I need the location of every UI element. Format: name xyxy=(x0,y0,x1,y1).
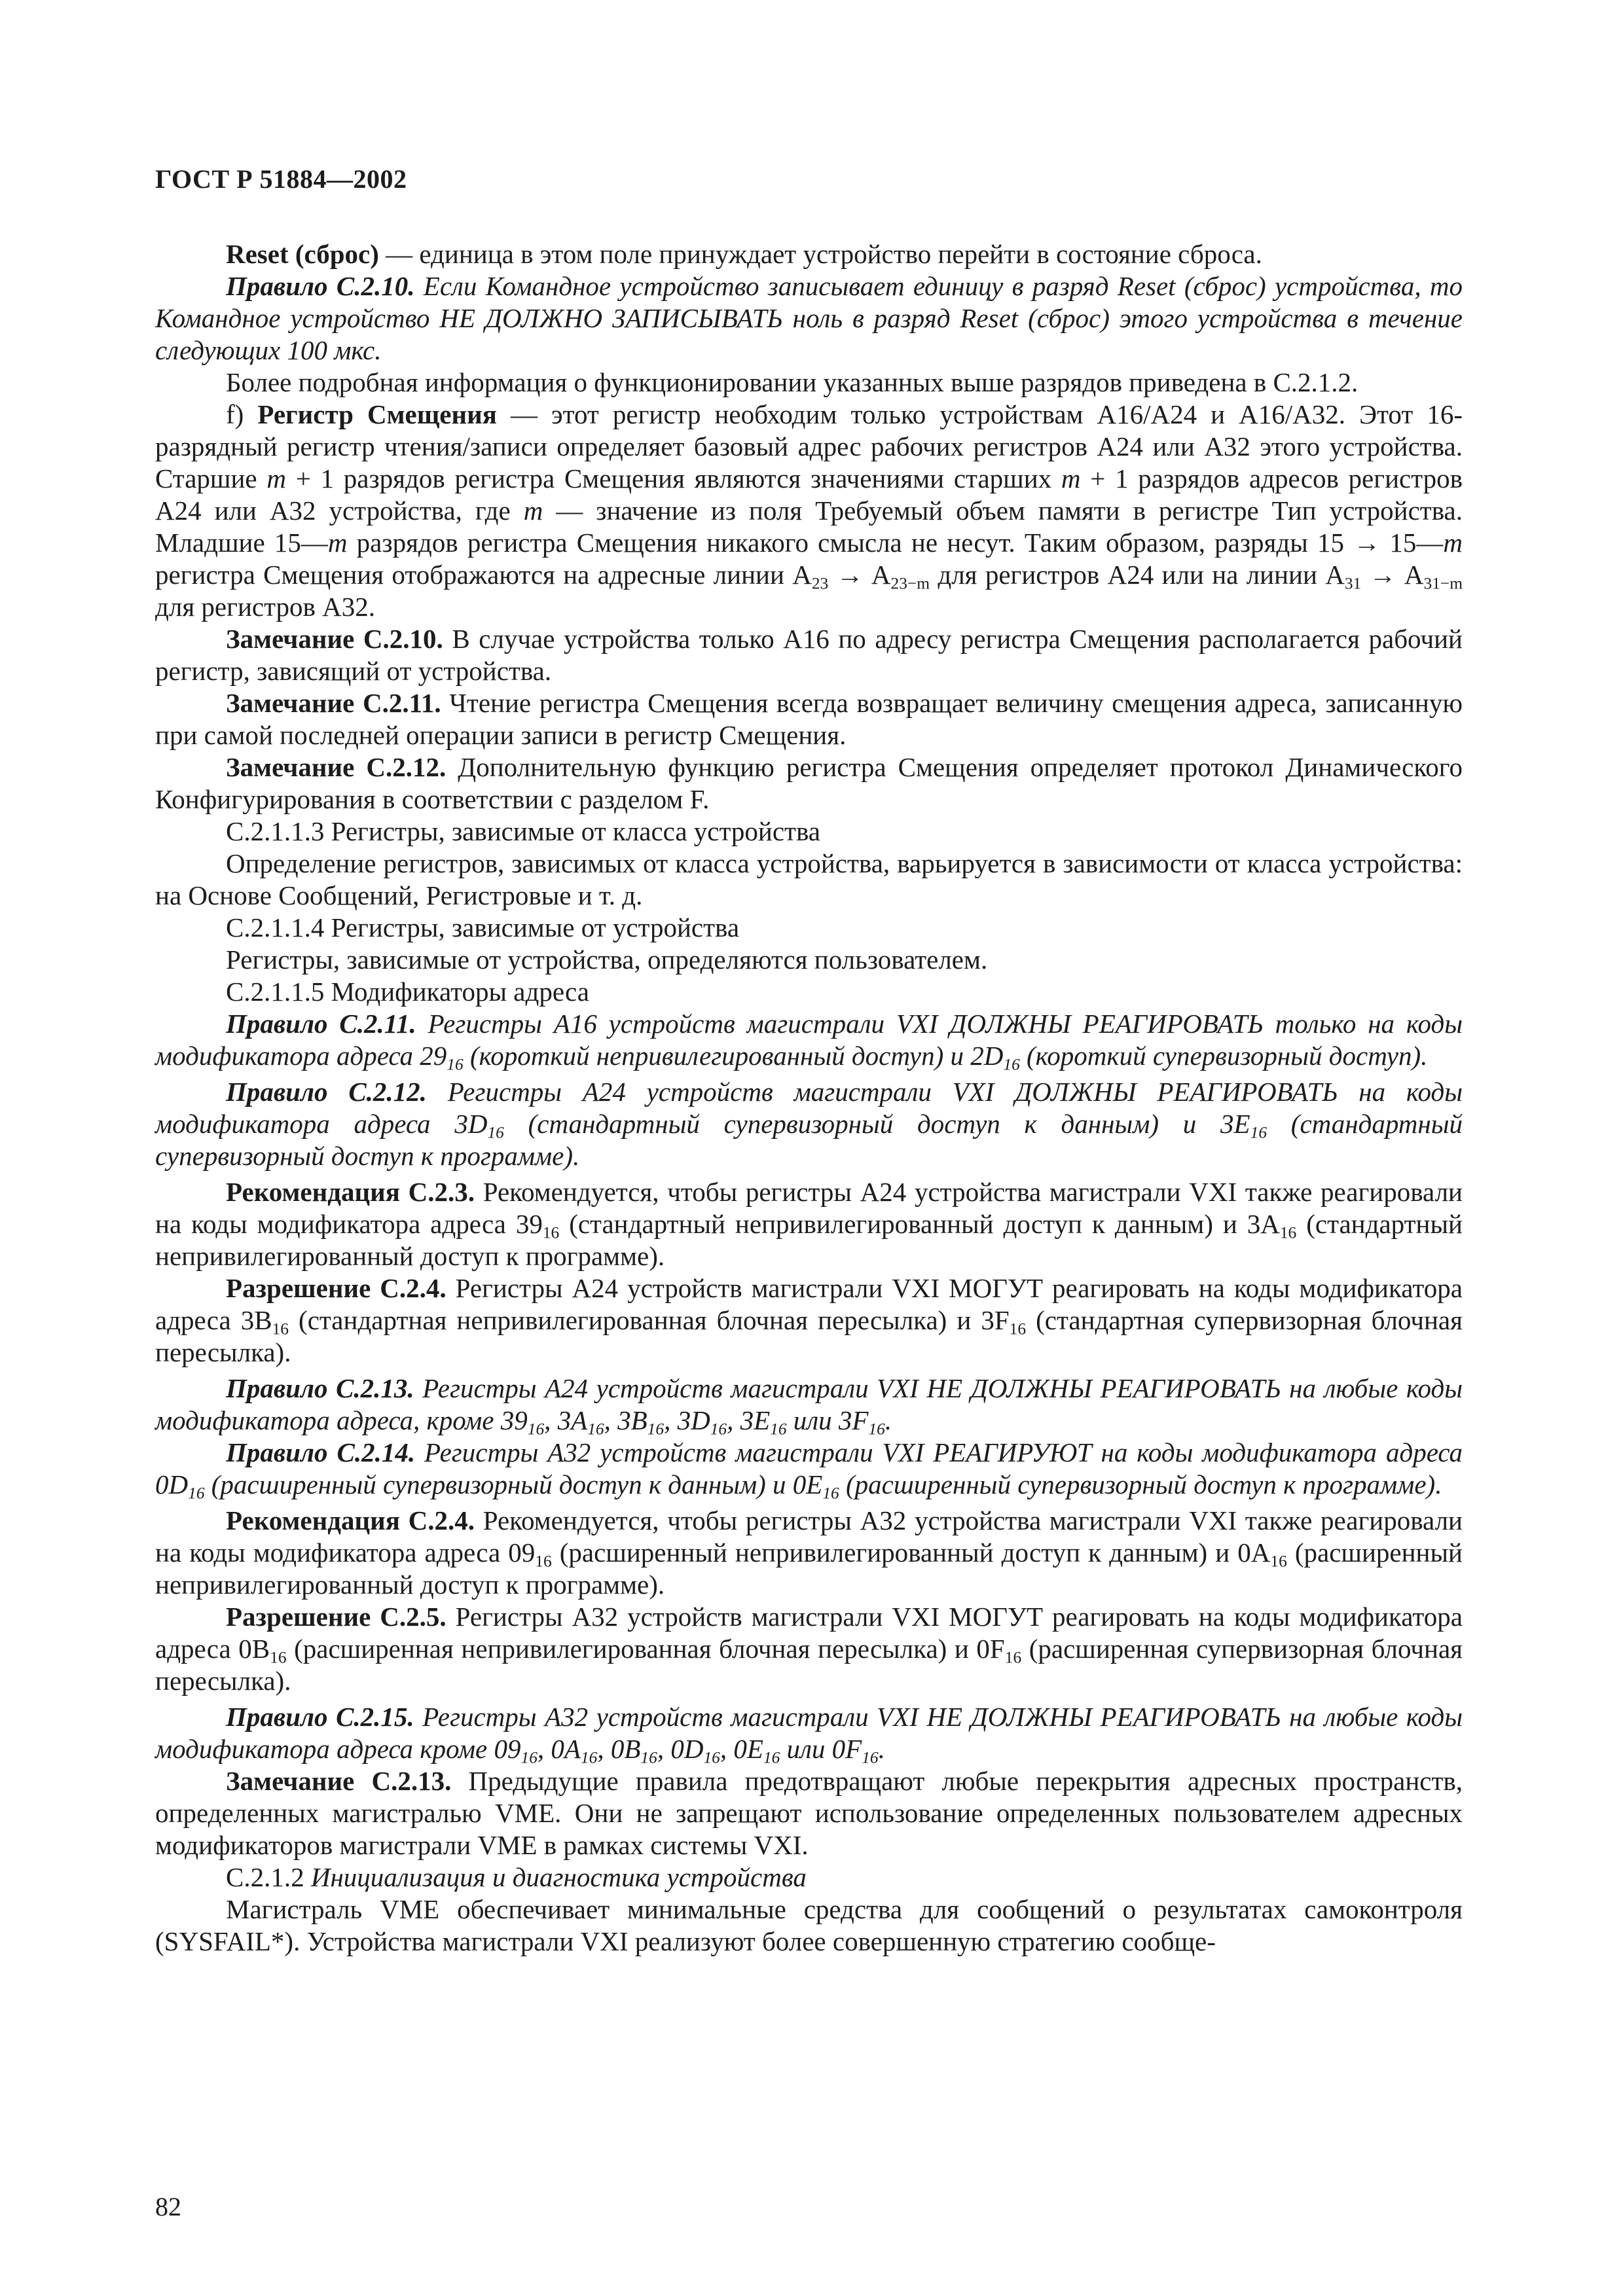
bold-label: Рекомендация С.2.4. xyxy=(226,1505,475,1535)
text-run: для регистров А32. xyxy=(155,592,375,622)
text-run: С.2.1.1.5 Модификаторы адреса xyxy=(226,977,589,1007)
text-run: С.2.1.2 xyxy=(226,1862,311,1892)
text-run: (стандартный непривилегированный доступ к программе). xyxy=(155,1209,1463,1271)
text-run: , 3А xyxy=(544,1405,588,1435)
paragraph-permission-c-2-4 xyxy=(155,1272,1463,1369)
italic-text: m xyxy=(1061,463,1081,493)
italic-text: m xyxy=(327,528,348,558)
subscript: 16 xyxy=(1003,1055,1020,1074)
subscript: 31−m xyxy=(1423,574,1463,593)
text-run: для регистров А24 или на линии А xyxy=(930,560,1345,590)
subscript: 16 xyxy=(580,1748,598,1767)
text-run: Более подробная информация о функционировании указанных выше разрядов приведена в С.2.1.2. xyxy=(226,367,1359,397)
document-header: ГОСТ Р 51884—2002 xyxy=(155,164,407,194)
paragraph-more-info xyxy=(155,367,1463,399)
paragraph-device-registers-def xyxy=(155,944,1463,976)
bold-label: Правило С.2.10. xyxy=(226,271,415,301)
paragraph-recommendation-c-2-4 xyxy=(155,1505,1463,1601)
subscript: 16 xyxy=(862,1748,879,1767)
subscript: 16 xyxy=(270,1648,287,1667)
text-run: регистра Смещения отображаются на адресные линии А xyxy=(155,560,812,590)
bold-label: Разрешение С.2.5. xyxy=(226,1602,447,1632)
subscript: 16 xyxy=(447,1055,464,1074)
text-run: , 3В xyxy=(604,1405,647,1435)
paragraph-reset-definition xyxy=(155,238,1463,270)
subscript: 16 xyxy=(527,1420,545,1439)
subscript: 23 xyxy=(811,574,829,593)
paragraph-rule-c-2-14 xyxy=(155,1437,1463,1501)
text-run: Предыдущие правила предотвращают любые перекрытия адресных пространств, определенных магистралью VME. Они не запрещают использование определенных пользователем адресных модификаторов магистрали VME в рамках системы VXI. xyxy=(155,1766,1463,1860)
text-run: Дополнительную функцию регистра Смещения определяет протокол Динамического Конфигурирования в соответствии с разделом F. xyxy=(155,752,1463,814)
subscript: 16 xyxy=(487,1123,504,1142)
text-run: Регистры А32 устройств магистрали VXI МОГУТ реагировать на коды модификатора адреса 0В xyxy=(155,1602,1463,1664)
text-run: , 3Е xyxy=(727,1405,771,1435)
text-run: разрядов регистра Смещения никакого смысла не несут. Таким образом, разряды 15 → 15— xyxy=(347,528,1444,558)
subscript: 16 xyxy=(763,1748,780,1767)
text-run: Регистры А24 устройств магистрали VXI НЕ ДОЛЖНЫ РЕАГИРОВАТЬ на любые коды модификатора адреса, кроме 39 xyxy=(155,1373,1463,1435)
bold-label: Правило С.2.15. xyxy=(226,1702,414,1732)
paragraph-section-c-2-1-1-3 xyxy=(155,816,1463,848)
italic-text: m xyxy=(1443,528,1463,558)
text-run: или 3F xyxy=(786,1405,869,1435)
paragraph-section-c-2-1-1-4 xyxy=(155,912,1463,944)
subscript: 23−m xyxy=(890,574,930,593)
text-run: (расширенная супервизорная блочная пересылка). xyxy=(155,1634,1463,1696)
italic-text: Инициализация и диагностика устройства xyxy=(310,1862,807,1892)
subscript: 16 xyxy=(535,1552,552,1571)
text-run: , 0Е xyxy=(720,1734,763,1764)
text-run: (короткий супервизорный доступ). xyxy=(1019,1041,1428,1071)
text-run: С.2.1.1.4 Регистры, зависимые от устройства xyxy=(226,912,740,942)
bold-label: Правило С.2.12. xyxy=(226,1077,427,1107)
text-run: — значение из поля Требуемый объем памяти в регистре Тип устройства. Младшие 15— xyxy=(155,495,1463,558)
text-run: . xyxy=(878,1734,885,1764)
text-run: → А xyxy=(828,560,891,590)
bold-label: Рекомендация С.2.3. xyxy=(226,1177,475,1207)
text-run: Регистры А16 устройств магистрали VXI ДОЛЖНЫ РЕАГИРОВАТЬ только на коды модификатора адреса 29 xyxy=(155,1009,1463,1071)
subscript: 16 xyxy=(822,1484,839,1503)
text-run: f) xyxy=(226,399,258,429)
subscript: 16 xyxy=(542,1223,560,1242)
paragraph-rule-c-2-12 xyxy=(155,1076,1463,1172)
subscript: 16 xyxy=(1279,1223,1297,1242)
text-run: + 1 разрядов адресов регистров А24 или А32 устройства, где xyxy=(155,463,1463,526)
paragraph-section-c-2-1-1-5 xyxy=(155,976,1463,1008)
paragraph-section-c-2-1-2 xyxy=(155,1861,1463,1893)
text-run: Регистры А32 устройств магистрали VXI РЕАГИРУЮТ на коды модификатора адреса 0D xyxy=(155,1437,1463,1499)
text-run: С.2.1.1.3 Регистры, зависимые от класса устройства xyxy=(226,816,820,846)
text-run: Если Командное устройство записывает единицу в разряд Reset (сброс) устройства, то Командное устройство НЕ ДОЛЖНО ЗАПИСЫВАТЬ ноль в разряд Reset (сброс) этого устройства в течение следующих 100 мкс. xyxy=(155,271,1463,365)
text-run: Регистры, зависимые от устройства, определяются пользователем. xyxy=(226,944,988,975)
subscript: 16 xyxy=(188,1484,205,1503)
bold-label: Замечание С.2.12. xyxy=(226,752,447,782)
text-run: или 0F xyxy=(780,1734,862,1764)
text-run: Рекомендуется, чтобы регистры А24 устройства магистрали VXI также реагировали на коды модификатора адреса 39 xyxy=(155,1177,1463,1239)
subscript: 16 xyxy=(647,1420,665,1439)
text-run: (короткий непривилегированный доступ) и 2D xyxy=(463,1041,1004,1071)
subscript: 16 xyxy=(640,1748,657,1767)
text-run: (стандартный супервизорный доступ к данным) и 3Е xyxy=(503,1109,1250,1139)
text-run: Регистры А32 устройств магистрали VXI НЕ ДОЛЖНЫ РЕАГИРОВАТЬ на любые коды модификатора адреса кроме 09 xyxy=(155,1702,1463,1764)
text-run: , 0В xyxy=(597,1734,641,1764)
text-run: — этот регистр необходим только устройствам А16/А24 и А16/А32. Этот 16-разрядный регистр чтения/записи определяет базовый адрес рабочих регистров А24 или А32 этого устройства. Старшие xyxy=(155,399,1463,493)
text-run: (расширенный непривилегированный доступ к программе). xyxy=(155,1537,1463,1600)
subscript: 16 xyxy=(1250,1123,1267,1142)
bold-label: Замечание С.2.10. xyxy=(226,624,443,654)
subscript: 16 xyxy=(703,1748,720,1767)
paragraph-note-c-2-10 xyxy=(155,623,1463,687)
text-run: (стандартный непривилегированный доступ к данным) и 3А xyxy=(559,1209,1280,1239)
text-run: В случае устройства только А16 по адресу регистра Смещения располагается рабочий регистр, зависящий от устройства. xyxy=(155,624,1463,686)
paragraph-rule-c-2-11 xyxy=(155,1008,1463,1072)
subscript: 16 xyxy=(520,1748,538,1767)
bold-label: Замечание С.2.11. xyxy=(226,688,441,718)
text-run: (расширенный непривилегированный доступ к данным) и 0А xyxy=(551,1537,1271,1568)
text-run: Рекомендуется, чтобы регистры А32 устройства магистрали VXI также реагировали на коды модификатора адреса 09 xyxy=(155,1505,1463,1568)
bold-label: Reset (сброс) xyxy=(226,239,379,269)
text-run: (расширенный супервизорный доступ к данным) и 0Е xyxy=(204,1469,823,1499)
text-run: , 0D xyxy=(657,1734,704,1764)
bold-label: Регистр Смещения xyxy=(257,399,497,429)
paragraph-class-registers-def xyxy=(155,848,1463,912)
text-run: (расширенный супервизорный доступ к программе). xyxy=(839,1469,1442,1499)
subscript: 16 xyxy=(770,1420,787,1439)
bold-label: Разрешение С.2.4. xyxy=(226,1273,447,1303)
text-run: → А xyxy=(1361,560,1424,590)
document-body xyxy=(155,238,1463,1958)
text-run: (стандартный супервизорный доступ к программе). xyxy=(155,1109,1463,1171)
paragraph-note-c-2-13 xyxy=(155,1765,1463,1861)
paragraph-rule-c-2-13 xyxy=(155,1372,1463,1437)
subscript: 16 xyxy=(587,1420,604,1439)
subscript: 16 xyxy=(1004,1648,1022,1667)
text-run: (стандартная супервизорная блочная пересылка). xyxy=(155,1305,1463,1367)
text-run: Определение регистров, зависимых от класса устройства, варьируется в зависимости от класса устройства: на Основе Сообщений, Регистровые и т. д. xyxy=(155,848,1463,910)
text-run: , 0А xyxy=(537,1734,581,1764)
paragraph-rule-c-2-10 xyxy=(155,270,1463,367)
bold-label: Правило С.2.11. xyxy=(226,1009,416,1039)
text-run: . xyxy=(884,1405,892,1435)
text-run: Магистраль VME обеспечивает минимальные средства для сообщений о результатах самоконтроля (SYSFAIL*). Устройства магистрали VXI реализуют более совершенную стратегию сообще- xyxy=(155,1894,1463,1956)
subscript: 16 xyxy=(272,1319,289,1338)
subscript: 16 xyxy=(710,1420,727,1439)
text-run: Регистры А24 устройств магистрали VXI МОГУТ реагировать на коды модификатора адреса 3В xyxy=(155,1273,1463,1335)
subscript: 16 xyxy=(1270,1552,1287,1571)
paragraph-rule-c-2-15 xyxy=(155,1701,1463,1765)
paragraph-recommendation-c-2-3 xyxy=(155,1176,1463,1272)
text-run: (расширенная непривилегированная блочная пересылка) и 0F xyxy=(286,1634,1005,1664)
text-run: (стандартная непривилегированная блочная пересылка) и 3F xyxy=(288,1305,1010,1335)
text-run: Чтение регистра Смещения всегда возвращает величину смещения адреса, записанную при самой последней операции записи в регистр Смещения. xyxy=(155,688,1463,750)
bold-label: Правило С.2.14. xyxy=(226,1437,416,1467)
text-run: , 3D xyxy=(664,1405,710,1435)
subscript: 16 xyxy=(868,1420,885,1439)
bold-label: Правило С.2.13. xyxy=(226,1373,414,1403)
subscript: 16 xyxy=(1009,1319,1027,1338)
paragraph-offset-register xyxy=(155,399,1463,623)
paragraph-note-c-2-11 xyxy=(155,687,1463,751)
text-run: — единица в этом поле принуждает устройство перейти в состояние сброса. xyxy=(378,239,1262,269)
paragraph-permission-c-2-5 xyxy=(155,1601,1463,1697)
page-number: 82 xyxy=(155,2192,181,2221)
subscript: 31 xyxy=(1344,574,1362,593)
text-run: + 1 разрядов регистра Смещения являются значениями старших xyxy=(285,463,1061,493)
bold-label: Замечание С.2.13. xyxy=(226,1766,452,1796)
italic-text: m xyxy=(523,495,543,526)
italic-text: m xyxy=(266,463,286,493)
paragraph-note-c-2-12 xyxy=(155,751,1463,816)
paragraph-vme-selftest xyxy=(155,1893,1463,1958)
text-run: Регистры А24 устройств магистрали VXI ДОЛЖНЫ РЕАГИРОВАТЬ на коды модификатора адреса 3D xyxy=(155,1077,1463,1139)
